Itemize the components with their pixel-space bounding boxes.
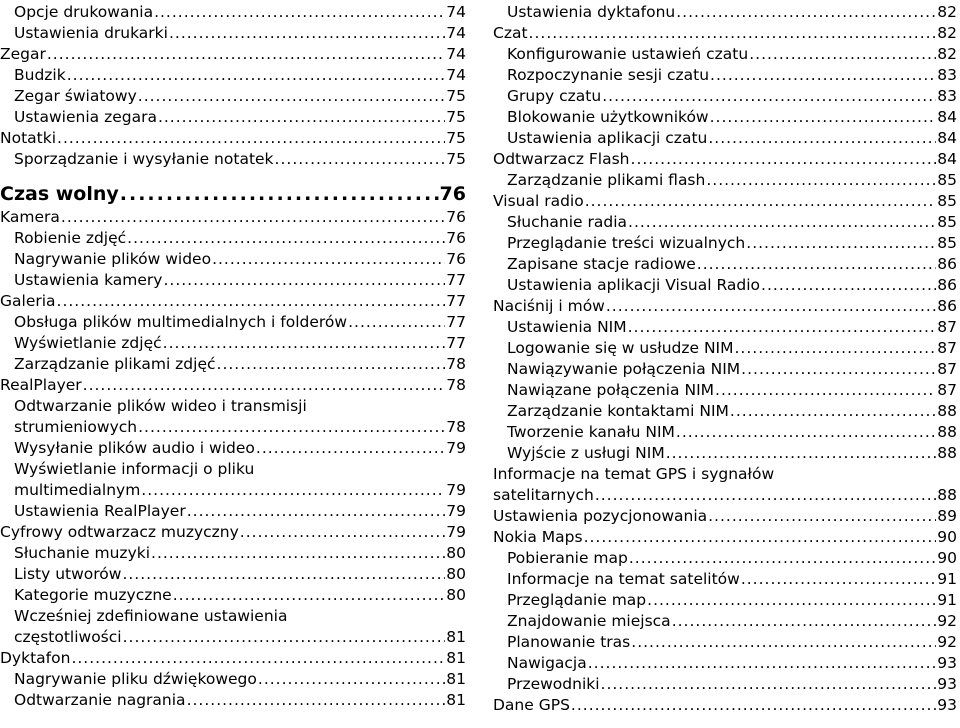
toc-entry-title: Wysyłanie plików audio i wideo: [14, 439, 255, 457]
toc-entry-page-number: 92: [937, 612, 957, 630]
toc-entry-nawiazywanie-polaczenia-nim[interactable]: [493, 359, 957, 380]
toc-entry-title: Wyjście z usługi NIM: [507, 444, 665, 462]
toc-entry-page-number: 86: [937, 297, 957, 315]
toc-entry-page-number: 75: [446, 108, 466, 126]
toc-entry-page-number: 85: [937, 171, 957, 189]
toc-entry-title: Sporządzanie i wysyłanie notatek: [14, 150, 274, 168]
toc-entry-page-number: 77: [446, 292, 466, 310]
toc-entry-title: Ustawienia pozycjonowania: [493, 507, 708, 525]
toc-entry-sluchanie-radia[interactable]: [493, 212, 957, 233]
dot-leader: [676, 422, 936, 443]
toc-entry-title: Przeglądanie map: [507, 591, 647, 609]
dot-leader: [123, 627, 446, 648]
toc-entry-page-number: 93: [937, 654, 957, 672]
toc-entry-page-number: 77: [446, 271, 466, 289]
dot-leader: [735, 338, 937, 359]
toc-entry-sluchanie-muzyki[interactable]: [0, 543, 466, 564]
toc-entry-title: Naciśnij i mów: [493, 297, 605, 315]
toc-entry-listy-utworow[interactable]: [0, 564, 466, 585]
toc-entry-odtwarzacz-flash[interactable]: [493, 149, 957, 170]
dot-leader: [715, 380, 936, 401]
toc-entry-opcje-drukowania[interactable]: [0, 2, 466, 23]
toc-entry-title: Nokia Maps: [493, 528, 583, 546]
dot-leader: [57, 128, 445, 149]
toc-entry-title: Przewodniki: [507, 675, 600, 693]
toc-entry-title-continued: strumieniowych: [14, 418, 138, 436]
toc-entry-page-number: 84: [937, 129, 957, 147]
toc-entry-page-number: 77: [446, 334, 466, 352]
toc-entry-nokia-maps[interactable]: [493, 527, 957, 548]
dot-leader: [584, 527, 937, 548]
dot-leader: [749, 44, 936, 65]
dot-leader: [256, 438, 445, 459]
toc-entry-przegladanie-tresci-wizualnych[interactable]: [493, 233, 957, 254]
toc-entry-title: Zegar: [0, 45, 46, 63]
toc-entry-title: Visual radio: [493, 192, 584, 210]
toc-entry-cyfrowy-odtwarzacz-muzyczny[interactable]: [0, 522, 466, 543]
toc-entry-title: Zapisane stacje radiowe: [507, 255, 696, 273]
toc-entry-title-continued: częstotliwości: [14, 628, 122, 646]
toc-entry-title: Kamera: [0, 208, 60, 226]
toc-entry-page-number: 76: [446, 250, 466, 268]
toc-entry-title: Słuchanie radia: [507, 213, 628, 231]
dot-leader: [258, 669, 445, 690]
toc-entry-title: Informacje na temat satelitów: [507, 570, 740, 588]
toc-entry-grupy-czatu[interactable]: [493, 86, 957, 107]
toc-entry-title: Dyktafon: [0, 649, 71, 667]
dot-leader: [601, 674, 937, 695]
toc-entry-odtwarzanie-nagrania[interactable]: [0, 690, 466, 711]
dot-leader: [741, 569, 936, 590]
toc-entry-title: Wyświetlanie zdjęć: [14, 334, 162, 352]
toc-entry-title: Ustawienia aplikacji czatu: [507, 129, 708, 147]
toc-entry-ustawienia-aplikacji-czatu[interactable]: [493, 128, 957, 149]
toc-entry-title: Ustawienia NIM: [507, 318, 627, 336]
toc-entry-page-number: 81: [446, 628, 466, 646]
toc-entry-odtwarzanie-plikow-wideo-i-transmisji[interactable]: [0, 396, 466, 438]
toc-entry-title: Ustawienia drukarki: [14, 24, 168, 42]
toc-entry-zarzadzanie-plikami-zdjec[interactable]: [0, 354, 466, 375]
toc-entry-title: Budzik: [14, 66, 66, 84]
toc-entry-title: Zarządzanie kontaktami NIM: [507, 402, 729, 420]
toc-entry-title: Zegar światowy: [14, 87, 137, 105]
toc-entry-czas-wolny[interactable]: [0, 182, 466, 207]
dot-leader: [529, 23, 937, 44]
toc-entry-ustawienia-kamery[interactable]: [0, 270, 466, 291]
toc-entry-page-number: 89: [937, 507, 957, 525]
toc-entry-informacje-na-temat-satelitow[interactable]: [493, 569, 957, 590]
toc-entry-page-number: 88: [937, 486, 957, 504]
toc-entry-page-number: 83: [937, 87, 957, 105]
toc-entry-title: Dane GPS: [493, 696, 570, 714]
toc-column-left: [0, 2, 466, 711]
toc-entry-page-number: 78: [446, 418, 466, 436]
toc-entry-title: Cyfrowy odtwarzacz muzyczny: [0, 523, 239, 541]
toc-entry-title: Planowanie tras: [507, 633, 631, 651]
dot-leader: [666, 443, 937, 464]
dot-leader: [602, 86, 936, 107]
toc-entry-page-number: 74: [446, 66, 466, 84]
toc-entry-page-number: 83: [937, 66, 957, 84]
dot-leader: [761, 275, 936, 296]
toc-entry-title: Ustawienia aplikacji Visual Radio: [507, 276, 761, 294]
toc-entry-planowanie-tras[interactable]: [493, 632, 957, 653]
dot-leader: [217, 354, 446, 375]
toc-entry-title: Tworzenie kanału NIM: [507, 423, 675, 441]
toc-entry-page-number: 85: [937, 213, 957, 231]
toc-entry-page-number: 79: [446, 481, 466, 499]
dot-leader: [585, 191, 937, 212]
dot-leader: [746, 233, 936, 254]
toc-entry-title: Kategorie muzyczne: [14, 586, 172, 604]
dot-leader: [706, 170, 936, 191]
toc-entry-page-number: 84: [937, 108, 957, 126]
toc-entry-przewodniki[interactable]: [493, 674, 957, 695]
toc-entry-page-number: 74: [446, 24, 466, 42]
toc-entry-title: Nagrywanie pliku dźwiękowego: [14, 670, 257, 688]
toc-entry-page-number: 76: [439, 183, 466, 205]
toc-entry-nacisnij-i-mow[interactable]: [493, 296, 957, 317]
toc-entry-page-number: 88: [937, 423, 957, 441]
toc-entry-page-number: 87: [937, 318, 957, 336]
toc-entry-nawiazane-polaczenia-nim[interactable]: [493, 380, 957, 401]
toc-entry-page-number: 80: [446, 544, 466, 562]
toc-entry-title: Wyświetlanie informacji o pliku: [14, 460, 255, 478]
dot-leader: [47, 44, 445, 65]
toc-entry-page-number: 76: [446, 229, 466, 247]
dot-leader: [169, 23, 445, 44]
dot-leader: [697, 254, 936, 275]
toc-entry-title: Galeria: [0, 292, 56, 310]
toc-entry-title: Znajdowanie miejsca: [507, 612, 671, 630]
dot-leader: [57, 291, 446, 312]
toc-entry-page-number: 74: [446, 45, 466, 63]
toc-entry-page-number: 85: [937, 192, 957, 210]
toc-entry-page-number: 75: [446, 129, 466, 147]
toc-entry-pobieranie-map[interactable]: [493, 548, 957, 569]
dot-leader: [163, 333, 446, 354]
toc-entry-page-number: 79: [446, 439, 466, 457]
dot-leader: [710, 65, 936, 86]
dot-leader: [212, 249, 445, 270]
dot-leader: [676, 2, 936, 23]
toc-entry-ustawienia-aplikacji-visual-radio[interactable]: [493, 275, 957, 296]
dot-leader: [730, 401, 936, 422]
toc-entry-blokowanie-uzytkownikow[interactable]: [493, 107, 957, 128]
toc-entry-title: Nawiązywanie połączenia NIM: [507, 360, 741, 378]
toc-entry-ustawienia-drukarki[interactable]: [0, 23, 466, 44]
toc-entry-title: Notatki: [0, 129, 57, 147]
toc-entry-page-number: 82: [937, 3, 957, 21]
toc-entry-page-number: 92: [937, 633, 957, 651]
toc-entry-page-number: 93: [937, 696, 957, 714]
toc-entry-page-number: 75: [446, 150, 466, 168]
dot-leader: [187, 501, 446, 522]
toc-entry-title: Zarządzanie plikami flash: [507, 171, 706, 189]
toc-entry-budzik[interactable]: [0, 65, 466, 86]
dot-leader: [151, 543, 445, 564]
toc-entry-zapisane-stacje-radiowe[interactable]: [493, 254, 957, 275]
toc-entry-title: Listy utworów: [14, 565, 122, 583]
dot-leader: [83, 375, 446, 396]
dot-leader: [173, 585, 446, 606]
dot-leader: [741, 359, 936, 380]
toc-entry-tworzenie-kanalu-nim[interactable]: [493, 422, 957, 443]
dot-leader: [628, 212, 936, 233]
dot-leader: [122, 564, 445, 585]
toc-entry-page-number: 81: [446, 670, 466, 688]
toc-entry-title: Opcje drukowania: [14, 3, 154, 21]
toc-entry-realplayer[interactable]: [0, 375, 466, 396]
dot-leader: [187, 690, 446, 711]
toc-entry-page-number: 81: [446, 649, 466, 667]
toc-entry-title: Nawiązane połączenia NIM: [507, 381, 715, 399]
dot-leader: [154, 2, 445, 23]
dot-leader: [71, 648, 445, 669]
toc-entry-page-number: 81: [446, 691, 466, 709]
toc-entry-zarzadzanie-kontaktami-nim[interactable]: [493, 401, 957, 422]
dot-leader: [275, 149, 446, 170]
toc-entry-page-number: 77: [446, 313, 466, 331]
toc-entry-title: Czas wolny: [0, 183, 119, 205]
toc-entry-page-number: 75: [446, 87, 466, 105]
toc-entry-title: Grupy czatu: [507, 87, 602, 105]
toc-entry-title: Ustawienia dyktafonu: [507, 3, 676, 21]
dot-leader: [571, 695, 936, 716]
dot-leader: [348, 312, 445, 333]
toc-entry-dyktafon[interactable]: [0, 648, 466, 669]
dot-leader: [158, 107, 445, 128]
toc-entry-informacje-na-temat-gps-i-sygnalow[interactable]: [493, 464, 957, 506]
toc-entry-page-number: 76: [446, 208, 466, 226]
toc-entry-kategorie-muzyczne[interactable]: [0, 585, 466, 606]
toc-entry-title: Ustawienia zegara: [14, 108, 157, 126]
toc-entry-rozpoczynanie-sesji-czatu[interactable]: [493, 65, 957, 86]
toc-entry-page-number: 80: [446, 565, 466, 583]
toc-entry-ustawienia-nim[interactable]: [493, 317, 957, 338]
toc-entry-page-number: 87: [937, 381, 957, 399]
toc-entry-notatki[interactable]: [0, 128, 466, 149]
toc-entry-page-number: 87: [937, 360, 957, 378]
toc-entry-title: Nawigacja: [507, 654, 587, 672]
toc-entry-logowanie-sie-w-usludze-nim[interactable]: [493, 338, 957, 359]
toc-entry-title: Obsługa plików multimedialnych i folderów: [14, 313, 348, 331]
toc-entry-wczesniej-zdefiniowane-ustawienia[interactable]: [0, 606, 466, 648]
dot-leader: [588, 653, 937, 674]
toc-entry-nagrywanie-plikow-wideo[interactable]: [0, 249, 466, 270]
toc-entry-title: Wcześniej zdefiniowane ustawienia: [14, 607, 288, 625]
toc-entry-ustawienia-dyktafonu[interactable]: [493, 2, 957, 23]
toc-entry-wyswietlanie-zdjec[interactable]: [0, 333, 466, 354]
dot-leader: [61, 207, 445, 228]
toc-entry-title: Odtwarzanie nagrania: [14, 691, 186, 709]
toc-entry-title: Słuchanie muzyki: [14, 544, 151, 562]
toc-entry-dane-gps[interactable]: [493, 695, 957, 716]
dot-leader: [631, 632, 936, 653]
toc-entry-page-number: 87: [937, 339, 957, 357]
toc-entry-zarzadzanie-plikami-flash[interactable]: [493, 170, 957, 191]
dot-leader: [127, 228, 445, 249]
dot-leader: [606, 296, 936, 317]
toc-entry-wyjscie-z-uslugi-nim[interactable]: [493, 443, 957, 464]
toc-entry-page-number: 86: [937, 255, 957, 273]
dot-leader: [629, 548, 936, 569]
dot-leader: [708, 506, 936, 527]
toc-entry-ustawienia-realplayer[interactable]: [0, 501, 466, 522]
toc-entry-czat[interactable]: [493, 23, 957, 44]
toc-entry-title: Robienie zdjęć: [14, 229, 127, 247]
toc-entry-title: Rozpoczynanie sesji czatu: [507, 66, 710, 84]
toc-entry-page-number: 86: [937, 276, 957, 294]
toc-entry-galeria[interactable]: [0, 291, 466, 312]
toc-entry-title: RealPlayer: [0, 376, 82, 394]
dot-leader: [631, 149, 937, 170]
toc-entry-title-continued: satelitarnych: [493, 486, 594, 504]
toc-entry-zegar[interactable]: [0, 44, 466, 65]
toc-entry-title-continued: multimedialnym: [14, 481, 141, 499]
dot-leader: [141, 480, 445, 501]
toc-entry-page-number: 91: [937, 591, 957, 609]
toc-entry-znajdowanie-miejsca[interactable]: [493, 611, 957, 632]
toc-entry-title: Odtwarzanie plików wideo i transmisji: [14, 397, 307, 415]
toc-entry-page-number: 85: [937, 234, 957, 252]
toc-entry-ustawienia-zegara[interactable]: [0, 107, 466, 128]
toc-entry-title: Informacje na temat GPS i sygnałów: [493, 465, 775, 483]
toc-entry-title: Zarządzanie plikami zdjęć: [14, 355, 216, 373]
toc-entry-page-number: 88: [937, 444, 957, 462]
dot-leader: [672, 611, 937, 632]
toc-entry-page-number: 79: [446, 502, 466, 520]
dot-leader: [67, 65, 446, 86]
toc-entry-page-number: 79: [446, 523, 466, 541]
toc-entry-page-number: 84: [937, 150, 957, 168]
dot-leader: [647, 590, 936, 611]
toc-entry-title: Odtwarzacz Flash: [493, 150, 630, 168]
toc-entry-konfigurowanie-ustawien-czatu[interactable]: [493, 44, 957, 65]
toc-entry-title: Logowanie się w usłudze NIM: [507, 339, 734, 357]
toc-entry-zegar-swiatowy[interactable]: [0, 86, 466, 107]
dot-leader: [120, 182, 439, 207]
toc-entry-page-number: 82: [937, 45, 957, 63]
toc-entry-sporzadzanie-i-wysylanie-notatek[interactable]: [0, 149, 466, 170]
toc-entry-title: Czat: [493, 24, 528, 42]
toc-entry-robienie-zdjec[interactable]: [0, 228, 466, 249]
toc-entry-page-number: 93: [937, 675, 957, 693]
toc-entry-title: Blokowanie użytkowników: [507, 108, 709, 126]
toc-entry-nagrywanie-pliku-dzwiekowego[interactable]: [0, 669, 466, 690]
toc-entry-title: Ustawienia RealPlayer: [14, 502, 186, 520]
toc-entry-ustawienia-pozycjonowania[interactable]: [493, 506, 957, 527]
toc-entry-nawigacja[interactable]: [493, 653, 957, 674]
toc-entry-wysylanie-plikow-audio-i-wideo[interactable]: [0, 438, 466, 459]
toc-entry-title: Konfigurowanie ustawień czatu: [507, 45, 749, 63]
dot-leader: [138, 417, 445, 438]
toc-entry-page-number: 78: [446, 355, 466, 373]
dot-leader: [595, 485, 936, 506]
toc-entry-title: Przeglądanie treści wizualnych: [507, 234, 746, 252]
toc-entry-wyswietlanie-informacji-o-pliku[interactable]: [0, 459, 466, 501]
dot-leader: [628, 317, 937, 338]
toc-entry-page-number: 91: [937, 570, 957, 588]
dot-leader: [710, 107, 937, 128]
toc-column-right: [493, 2, 957, 716]
toc-entry-page-number: 90: [937, 528, 957, 546]
toc-entry-page-number: 82: [937, 24, 957, 42]
toc-entry-page-number: 78: [446, 376, 466, 394]
dot-leader: [163, 270, 445, 291]
dot-leader: [708, 128, 936, 149]
toc-entry-page-number: 74: [446, 3, 466, 21]
toc-entry-title: Nagrywanie plików wideo: [14, 250, 212, 268]
toc-entry-page-number: 90: [937, 549, 957, 567]
toc-entry-obsluga-plikow-multimedialnych-i-folderow[interactable]: [0, 312, 466, 333]
toc-entry-page-number: 88: [937, 402, 957, 420]
toc-entry-page-number: 80: [446, 586, 466, 604]
toc-entry-kamera[interactable]: [0, 207, 466, 228]
toc-entry-przegladanie-map[interactable]: [493, 590, 957, 611]
dot-leader: [240, 522, 445, 543]
toc-entry-visual-radio[interactable]: [493, 191, 957, 212]
toc-entry-title: Ustawienia kamery: [14, 271, 163, 289]
toc-entry-title: Pobieranie map: [507, 549, 628, 567]
dot-leader: [138, 86, 446, 107]
